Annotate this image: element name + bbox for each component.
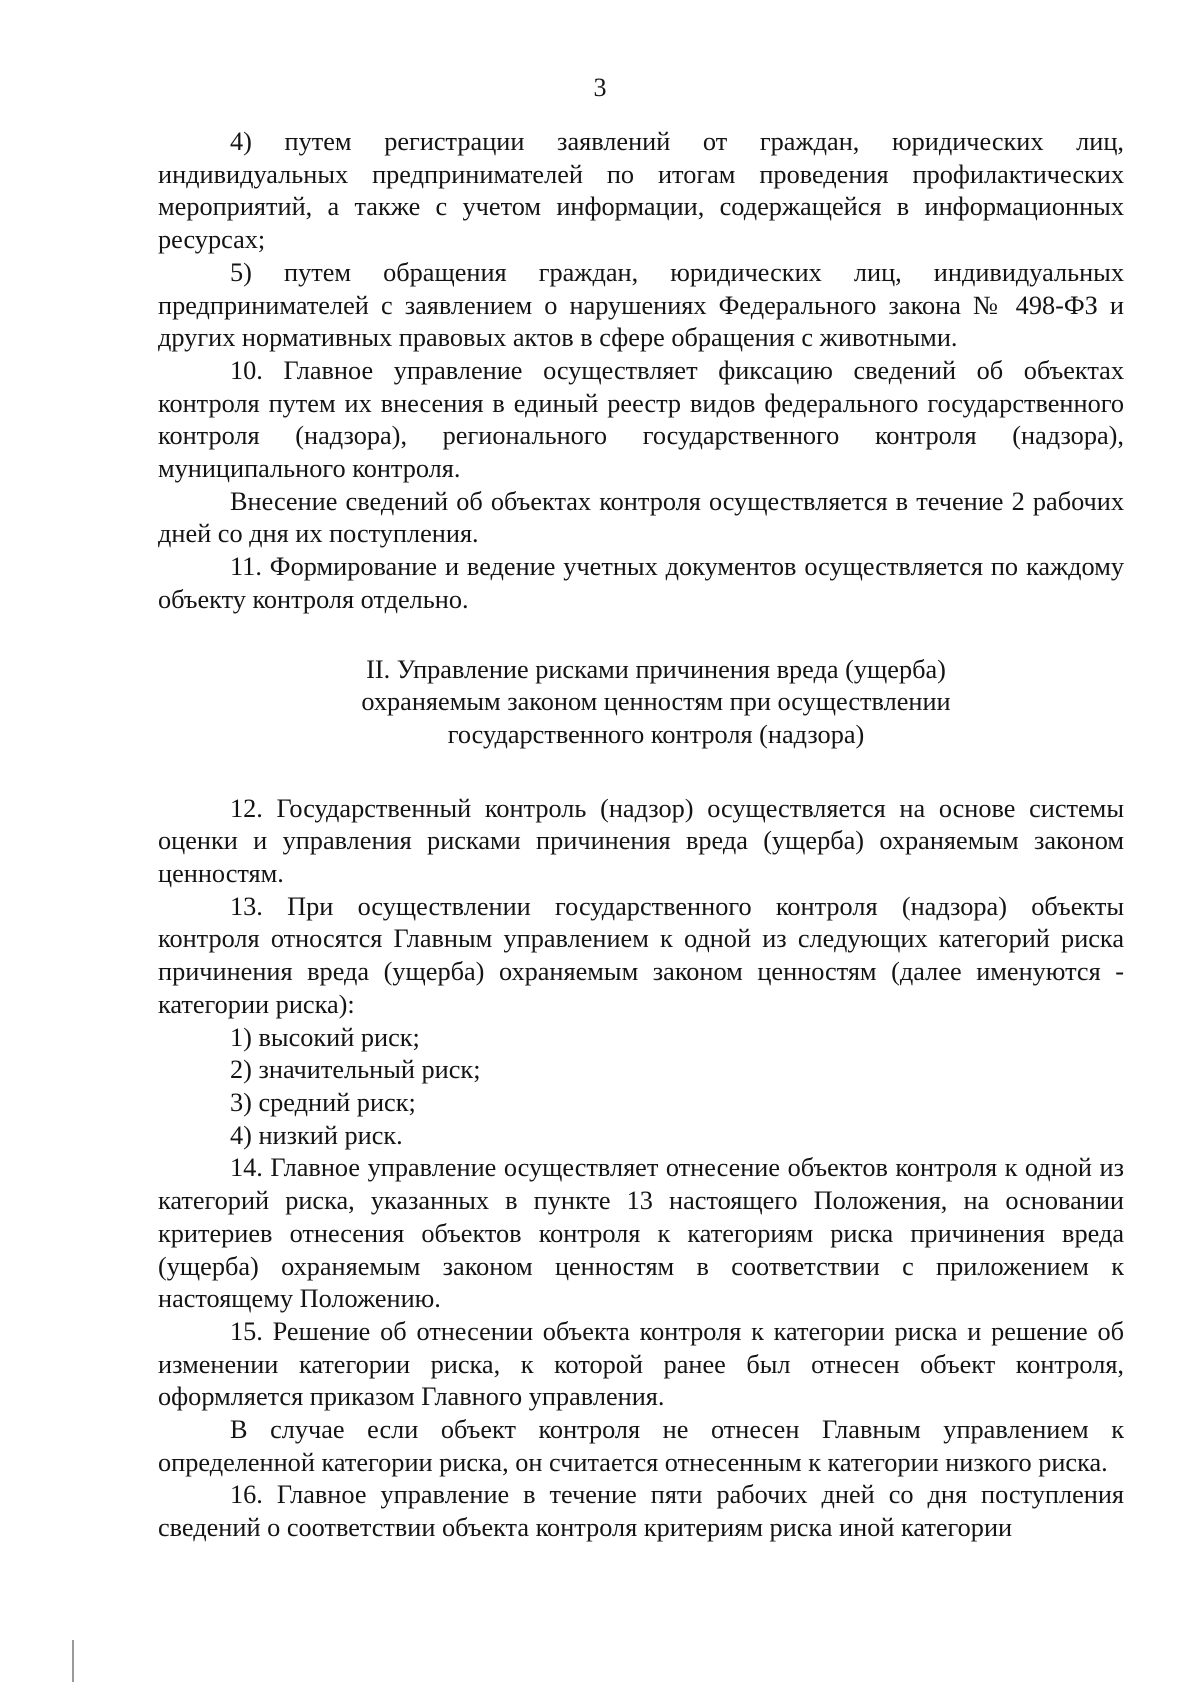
list-item-risk-high: 1) высокий риск; (230, 1022, 420, 1052)
paragraph-clause-14: 14. Главное управление осуществляет отнесение объектов контроля к одной из категорий риска, указанных в пункте 13 настоящего Положения, на основании критериев отнесения объектов контроля к категориям риска причинения вреда (ущерба) охраняемым законом ценностям в соответствии с приложением к настоящему Положению. (158, 1153, 1124, 1314)
list-item-risk-low: 4) низкий риск. (230, 1120, 403, 1150)
list-item-risk-significant: 2) значительный риск; (230, 1055, 481, 1085)
paragraph-clause-10-continued: Внесение сведений об объектах контроля осуществляется в течение 2 рабочих дней со дня их поступления. (158, 486, 1124, 549)
page-number: 3 (593, 73, 607, 102)
paragraph-item-5: 5) путем обращения граждан, юридических лиц, индивидуальных предпринимателей с заявлением о нарушениях Федерального закона № 498-ФЗ и других нормативных правовых актов в сфере обращения с животными. (158, 257, 1124, 353)
paragraph-clause-13: 13. При осуществлении государственного контроля (надзора) объекты контроля относятся Главным управлением к одной из следующих категорий риска причинения вреда (ущерба) охраняемым законом ценностям (далее именуются - категории риска): (158, 891, 1124, 1019)
section-heading-line: охраняемым законом ценностям при осуществлении (361, 687, 951, 717)
paragraph-clause-10: 10. Главное управление осуществляет фиксацию сведений об объектах контроля путем их внесения в единый реестр видов федерального государственного контроля (надзора), регионального государственного контроля (надзора), муниципального контроля. (158, 355, 1124, 484)
list-item-risk-medium: 3) средний риск; (230, 1087, 416, 1117)
scan-margin-mark (72, 1640, 74, 1682)
section-heading (158, 654, 1124, 752)
section-heading-line: государственного контроля (надзора) (447, 719, 865, 749)
paragraph-clause-12: 12. Государственный контроль (надзор) осуществляется на основе системы оценки и управления рисками причинения вреда (ущерба) охраняемым законом ценностям. (158, 793, 1124, 889)
paragraph-clause-15-continued: В случае если объект контроля не отнесен Главным управлением к определенной категории риска, он считается отнесенным к категории низкого риска. (158, 1415, 1124, 1477)
paragraph-clause-16: 16. Главное управление в течение пяти рабочих дней со дня поступления сведений о соответствии объекта контроля критериям риска иной категории (158, 1480, 1124, 1543)
paragraph-clause-15: 15. Решение об отнесении объекта контроля к категории риска и решение об изменении категории риска, к которой ранее был отнесен объект контроля, оформляется приказом Главного управления. (158, 1316, 1124, 1412)
document-body (158, 126, 1124, 1545)
paragraph-item-4: 4) путем регистрации заявлений от граждан, юридических лиц, индивидуальных предпринимателей по итогам проведения профилактических мероприятий, а также с учетом информации, содержащейся в информационных ресурсах; (158, 127, 1124, 255)
paragraph-clause-11: 11. Формирование и ведение учетных документов осуществляется по каждому объекту контроля отдельно. (158, 552, 1124, 614)
section-heading-line: II. Управление рисками причинения вреда (ущерба) (366, 654, 946, 684)
